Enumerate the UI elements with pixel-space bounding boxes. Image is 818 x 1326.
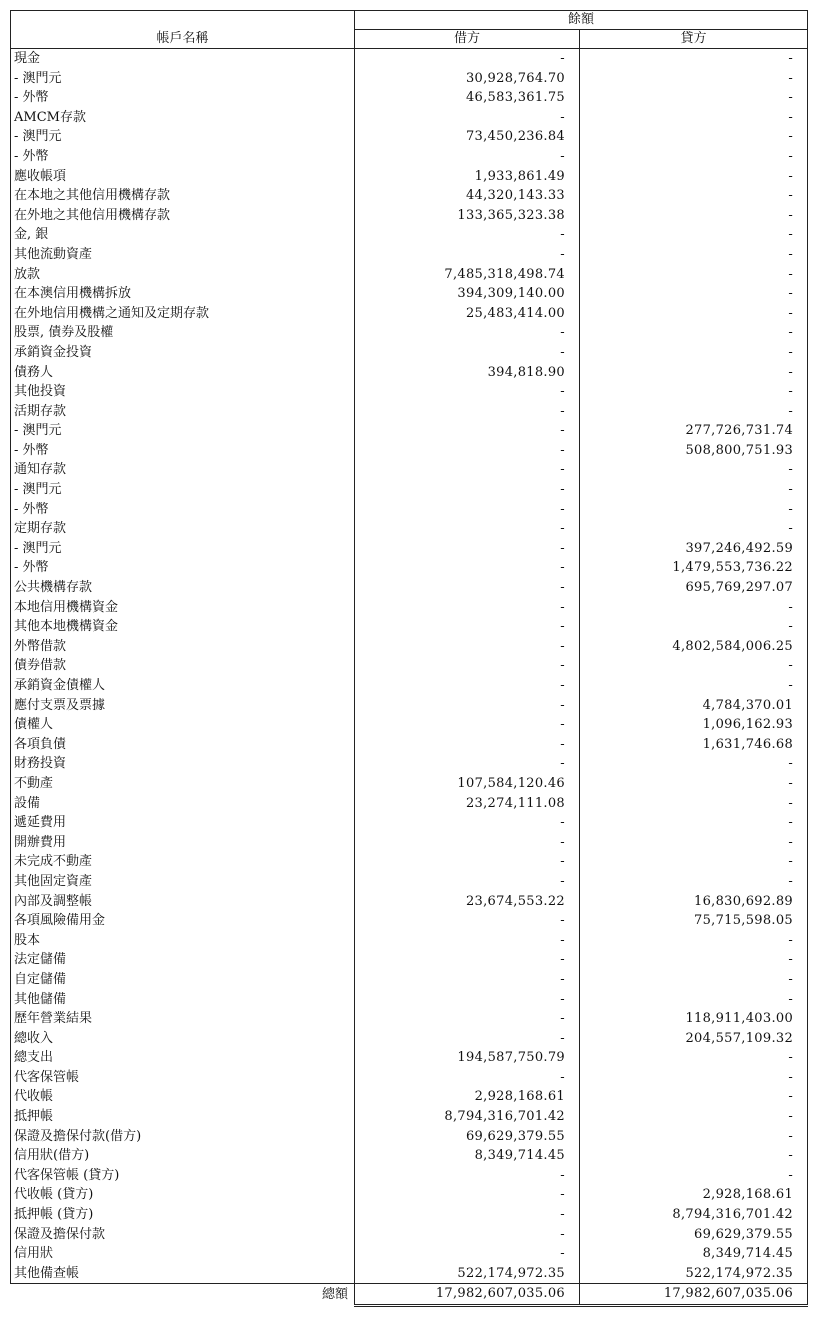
- debit-cell: -: [355, 108, 580, 128]
- table-footer: [11, 1284, 808, 1306]
- debit-cell: -: [355, 656, 580, 676]
- debit-cell: -: [355, 402, 580, 422]
- table-row: [11, 598, 808, 618]
- account-name-cell: - 外幣: [11, 558, 355, 578]
- credit-cell: -: [580, 402, 808, 422]
- table-row: [11, 970, 808, 990]
- account-name-cell: 在本地之其他信用機構存款: [11, 186, 355, 206]
- debit-cell: 7,485,318,498.74: [355, 265, 580, 285]
- account-name-cell: 在本澳信用機構拆放: [11, 284, 355, 304]
- debit-cell: -: [355, 1185, 580, 1205]
- credit-cell: 695,769,297.07: [580, 578, 808, 598]
- debit-cell: -: [355, 519, 580, 539]
- credit-cell: -: [580, 343, 808, 363]
- account-name-cell: 金, 銀: [11, 225, 355, 245]
- debit-cell: -: [355, 382, 580, 402]
- account-name-cell: 保證及擔保付款: [11, 1225, 355, 1245]
- credit-cell: -: [580, 774, 808, 794]
- total-credit: 17,982,607,035.06: [580, 1284, 808, 1306]
- table-row: [11, 186, 808, 206]
- table-row: [11, 754, 808, 774]
- table-row: [11, 578, 808, 598]
- credit-cell: -: [580, 794, 808, 814]
- credit-cell: 69,629,379.55: [580, 1225, 808, 1245]
- credit-cell: -: [580, 88, 808, 108]
- credit-cell: -: [580, 1068, 808, 1088]
- debit-cell: -: [355, 421, 580, 441]
- table-row: [11, 715, 808, 735]
- account-name-cell: 通知存款: [11, 460, 355, 480]
- account-name-cell: 信用狀: [11, 1244, 355, 1264]
- table-row: [11, 206, 808, 226]
- debit-cell: -: [355, 754, 580, 774]
- credit-cell: -: [580, 1166, 808, 1186]
- table-row: [11, 88, 808, 108]
- debit-cell: -: [355, 245, 580, 265]
- debit-cell: 107,584,120.46: [355, 774, 580, 794]
- debit-cell: -: [355, 1205, 580, 1225]
- table-row: [11, 480, 808, 500]
- credit-cell: -: [580, 852, 808, 872]
- debit-cell: -: [355, 147, 580, 167]
- account-name-cell: 總收入: [11, 1029, 355, 1049]
- debit-cell: -: [355, 225, 580, 245]
- table-row: [11, 1146, 808, 1166]
- account-name-cell: 股票, 債券及股權: [11, 323, 355, 343]
- debit-cell: -: [355, 500, 580, 520]
- debit-cell: -: [355, 950, 580, 970]
- debit-cell: -: [355, 1068, 580, 1088]
- table-row: [11, 363, 808, 383]
- table-row: [11, 421, 808, 441]
- credit-cell: -: [580, 69, 808, 89]
- account-name-cell: 承銷資金投資: [11, 343, 355, 363]
- debit-cell: -: [355, 990, 580, 1010]
- credit-cell: -: [580, 108, 808, 128]
- credit-cell: -: [580, 460, 808, 480]
- account-name-cell: 歷年營業結果: [11, 1009, 355, 1029]
- debit-cell: 394,818.90: [355, 363, 580, 383]
- table-row: [11, 950, 808, 970]
- table-row: [11, 617, 808, 637]
- account-name-header: 帳戶名稱: [11, 11, 355, 49]
- credit-cell: -: [580, 147, 808, 167]
- table-row: [11, 225, 808, 245]
- debit-cell: 30,928,764.70: [355, 69, 580, 89]
- table-row: [11, 1068, 808, 1088]
- table-row: [11, 500, 808, 520]
- credit-cell: 1,096,162.93: [580, 715, 808, 735]
- table-row: [11, 519, 808, 539]
- account-name-cell: 其他儲備: [11, 990, 355, 1010]
- credit-cell: -: [580, 833, 808, 853]
- table-row: [11, 1264, 808, 1284]
- credit-cell: 8,349,714.45: [580, 1244, 808, 1264]
- credit-cell: -: [580, 304, 808, 324]
- debit-cell: -: [355, 441, 580, 461]
- account-name-cell: 外幣借款: [11, 637, 355, 657]
- table-row: [11, 833, 808, 853]
- account-name-cell: 承銷資金債權人: [11, 676, 355, 696]
- credit-cell: 277,726,731.74: [580, 421, 808, 441]
- credit-cell: -: [580, 519, 808, 539]
- credit-cell: -: [580, 990, 808, 1010]
- credit-cell: -: [580, 245, 808, 265]
- debit-cell: 522,174,972.35: [355, 1264, 580, 1284]
- credit-cell: 522,174,972.35: [580, 1264, 808, 1284]
- account-name-cell: 財務投資: [11, 754, 355, 774]
- credit-cell: 118,911,403.00: [580, 1009, 808, 1029]
- account-name-cell: AMCM存款: [11, 108, 355, 128]
- table-row: [11, 794, 808, 814]
- table-row: [11, 676, 808, 696]
- debit-cell: -: [355, 911, 580, 931]
- account-name-cell: 債券借款: [11, 656, 355, 676]
- account-name-cell: 自定儲備: [11, 970, 355, 990]
- account-name-cell: 其他備查帳: [11, 1264, 355, 1284]
- debit-cell: -: [355, 852, 580, 872]
- debit-cell: 133,365,323.38: [355, 206, 580, 226]
- total-label: 總額: [321, 1287, 348, 1303]
- account-name-cell: 不動產: [11, 774, 355, 794]
- account-name-cell: 內部及調整帳: [11, 892, 355, 912]
- credit-cell: -: [580, 323, 808, 343]
- table-row: [11, 774, 808, 794]
- table-row: [11, 69, 808, 89]
- credit-cell: 75,715,598.05: [580, 911, 808, 931]
- account-name-cell: - 澳門元: [11, 421, 355, 441]
- account-name-cell: - 澳門元: [11, 480, 355, 500]
- table-row: [11, 343, 808, 363]
- credit-cell: -: [580, 1146, 808, 1166]
- debit-cell: -: [355, 833, 580, 853]
- table-row: [11, 990, 808, 1010]
- credit-cell: -: [580, 382, 808, 402]
- table-row: [11, 1166, 808, 1186]
- table-row: [11, 108, 808, 128]
- credit-cell: 204,557,109.32: [580, 1029, 808, 1049]
- debit-cell: -: [355, 1225, 580, 1245]
- account-name-cell: 公共機構存款: [11, 578, 355, 598]
- credit-cell: 1,631,746.68: [580, 735, 808, 755]
- debit-cell: -: [355, 676, 580, 696]
- table-row: [11, 323, 808, 343]
- account-name-cell: 保證及擔保付款(借方): [11, 1127, 355, 1147]
- account-name-cell: 應付支票及票據: [11, 696, 355, 716]
- credit-cell: -: [580, 186, 808, 206]
- trial-balance-table: [10, 10, 808, 1307]
- debit-cell: -: [355, 1009, 580, 1029]
- total-debit: 17,982,607,035.06: [355, 1284, 580, 1306]
- credit-cell: -: [580, 950, 808, 970]
- debit-cell: -: [355, 813, 580, 833]
- table-row: [11, 1205, 808, 1225]
- credit-cell: -: [580, 127, 808, 147]
- balance-header: 餘額: [355, 11, 808, 30]
- table-row: [11, 245, 808, 265]
- account-name-cell: 在外地信用機構之通知及定期存款: [11, 304, 355, 324]
- debit-cell: -: [355, 480, 580, 500]
- account-name-cell: 股本: [11, 931, 355, 951]
- account-name-cell: 應收帳項: [11, 167, 355, 187]
- table-row: [11, 1029, 808, 1049]
- debit-cell: -: [355, 931, 580, 951]
- debit-cell: -: [355, 1244, 580, 1264]
- table-row: [11, 892, 808, 912]
- debit-cell: 194,587,750.79: [355, 1048, 580, 1068]
- debit-cell: -: [355, 343, 580, 363]
- credit-cell: -: [580, 1048, 808, 1068]
- account-name-cell: 代收帳: [11, 1087, 355, 1107]
- account-name-cell: 各項負債: [11, 735, 355, 755]
- table-row: [11, 382, 808, 402]
- debit-cell: -: [355, 598, 580, 618]
- debit-cell: 2,928,168.61: [355, 1087, 580, 1107]
- table-row: [11, 637, 808, 657]
- debit-cell: -: [355, 460, 580, 480]
- account-name-cell: - 澳門元: [11, 127, 355, 147]
- account-name-cell: 其他投資: [11, 382, 355, 402]
- account-name-cell: - 外幣: [11, 147, 355, 167]
- table-row: [11, 402, 808, 422]
- table-row: [11, 284, 808, 304]
- table-row: [11, 1087, 808, 1107]
- table-body: [11, 49, 808, 1284]
- credit-cell: -: [580, 656, 808, 676]
- table-row: [11, 656, 808, 676]
- debit-cell: -: [355, 637, 580, 657]
- table-row: [11, 1225, 808, 1245]
- credit-cell: -: [580, 970, 808, 990]
- account-name-cell: 債權人: [11, 715, 355, 735]
- credit-cell: -: [580, 598, 808, 618]
- table-row: [11, 696, 808, 716]
- credit-header: 貸方: [580, 30, 808, 49]
- debit-cell: -: [355, 872, 580, 892]
- table-row: [11, 441, 808, 461]
- credit-cell: -: [580, 206, 808, 226]
- account-name-cell: - 澳門元: [11, 69, 355, 89]
- credit-cell: -: [580, 284, 808, 304]
- table-row: [11, 813, 808, 833]
- account-name-cell: 各項風險備用金: [11, 911, 355, 931]
- account-name-cell: 法定儲備: [11, 950, 355, 970]
- debit-cell: 69,629,379.55: [355, 1127, 580, 1147]
- debit-cell: 25,483,414.00: [355, 304, 580, 324]
- table-row: [11, 1244, 808, 1264]
- account-name-cell: - 外幣: [11, 500, 355, 520]
- credit-cell: -: [580, 480, 808, 500]
- debit-cell: 394,309,140.00: [355, 284, 580, 304]
- account-name-cell: 代客保管帳: [11, 1068, 355, 1088]
- debit-cell: -: [355, 578, 580, 598]
- credit-cell: 4,784,370.01: [580, 696, 808, 716]
- debit-cell: -: [355, 323, 580, 343]
- debit-cell: -: [355, 715, 580, 735]
- credit-cell: -: [580, 676, 808, 696]
- debit-cell: 23,674,553.22: [355, 892, 580, 912]
- table-row: [11, 558, 808, 578]
- credit-cell: 397,246,492.59: [580, 539, 808, 559]
- account-name-cell: 遞延費用: [11, 813, 355, 833]
- debit-cell: 46,583,361.75: [355, 88, 580, 108]
- debit-cell: 8,794,316,701.42: [355, 1107, 580, 1127]
- debit-cell: -: [355, 735, 580, 755]
- credit-cell: 2,928,168.61: [580, 1185, 808, 1205]
- table-row: [11, 539, 808, 559]
- table-header: [11, 11, 808, 49]
- debit-cell: -: [355, 1166, 580, 1186]
- account-name-cell: 抵押帳: [11, 1107, 355, 1127]
- credit-cell: -: [580, 617, 808, 637]
- debit-cell: -: [355, 970, 580, 990]
- credit-cell: 8,794,316,701.42: [580, 1205, 808, 1225]
- debit-cell: 73,450,236.84: [355, 127, 580, 147]
- debit-cell: -: [355, 617, 580, 637]
- account-name-cell: 信用狀(借方): [11, 1146, 355, 1166]
- table-row: [11, 911, 808, 931]
- account-name-cell: - 澳門元: [11, 539, 355, 559]
- table-row: [11, 1127, 808, 1147]
- table-row: [11, 304, 808, 324]
- account-name-cell: 定期存款: [11, 519, 355, 539]
- debit-cell: -: [355, 539, 580, 559]
- account-name-cell: 未完成不動產: [11, 852, 355, 872]
- account-name-cell: 活期存款: [11, 402, 355, 422]
- table-row: [11, 931, 808, 951]
- debit-cell: 1,933,861.49: [355, 167, 580, 187]
- credit-cell: -: [580, 265, 808, 285]
- account-name-cell: - 外幣: [11, 88, 355, 108]
- credit-cell: -: [580, 813, 808, 833]
- debit-cell: 23,274,111.08: [355, 794, 580, 814]
- credit-cell: -: [580, 872, 808, 892]
- table-row: [11, 167, 808, 187]
- debit-cell: -: [355, 49, 580, 69]
- credit-cell: 1,479,553,736.22: [580, 558, 808, 578]
- account-name-cell: 放款: [11, 265, 355, 285]
- account-name-cell: 現金: [11, 49, 355, 69]
- account-name-cell: 抵押帳 (貸方): [11, 1205, 355, 1225]
- credit-cell: 16,830,692.89: [580, 892, 808, 912]
- table-row: [11, 1107, 808, 1127]
- account-name-cell: 代客保管帳 (貸方): [11, 1166, 355, 1186]
- table-row: [11, 1009, 808, 1029]
- account-name-cell: 在外地之其他信用機構存款: [11, 206, 355, 226]
- debit-cell: -: [355, 696, 580, 716]
- account-name-cell: 代收帳 (貸方): [11, 1185, 355, 1205]
- table-row: [11, 735, 808, 755]
- debit-cell: -: [355, 558, 580, 578]
- credit-cell: -: [580, 754, 808, 774]
- account-name-cell: 債務人: [11, 363, 355, 383]
- account-name-cell: 設備: [11, 794, 355, 814]
- account-name-cell: 其他本地機構資金: [11, 617, 355, 637]
- credit-cell: 4,802,584,006.25: [580, 637, 808, 657]
- table-row: [11, 1048, 808, 1068]
- credit-cell: -: [580, 1087, 808, 1107]
- total-row: [11, 1284, 808, 1306]
- debit-header: 借方: [355, 30, 580, 49]
- table-row: [11, 1185, 808, 1205]
- table-row: [11, 49, 808, 69]
- account-name-cell: 開辦費用: [11, 833, 355, 853]
- account-name-cell: 其他固定資產: [11, 872, 355, 892]
- credit-cell: -: [580, 931, 808, 951]
- table-row: [11, 147, 808, 167]
- credit-cell: 508,800,751.93: [580, 441, 808, 461]
- account-name-cell: 總支出: [11, 1048, 355, 1068]
- debit-cell: -: [355, 1029, 580, 1049]
- table-row: [11, 852, 808, 872]
- debit-cell: 44,320,143.33: [355, 186, 580, 206]
- account-name-cell: - 外幣: [11, 441, 355, 461]
- credit-cell: -: [580, 1127, 808, 1147]
- account-name-cell: 本地信用機構資金: [11, 598, 355, 618]
- credit-cell: -: [580, 500, 808, 520]
- debit-cell: 8,349,714.45: [355, 1146, 580, 1166]
- table-row: [11, 872, 808, 892]
- table-row: [11, 460, 808, 480]
- credit-cell: -: [580, 363, 808, 383]
- credit-cell: -: [580, 167, 808, 187]
- credit-cell: -: [580, 225, 808, 245]
- account-name-cell: 其他流動資產: [11, 245, 355, 265]
- table-row: [11, 265, 808, 285]
- credit-cell: -: [580, 1107, 808, 1127]
- credit-cell: -: [580, 49, 808, 69]
- table-row: [11, 127, 808, 147]
